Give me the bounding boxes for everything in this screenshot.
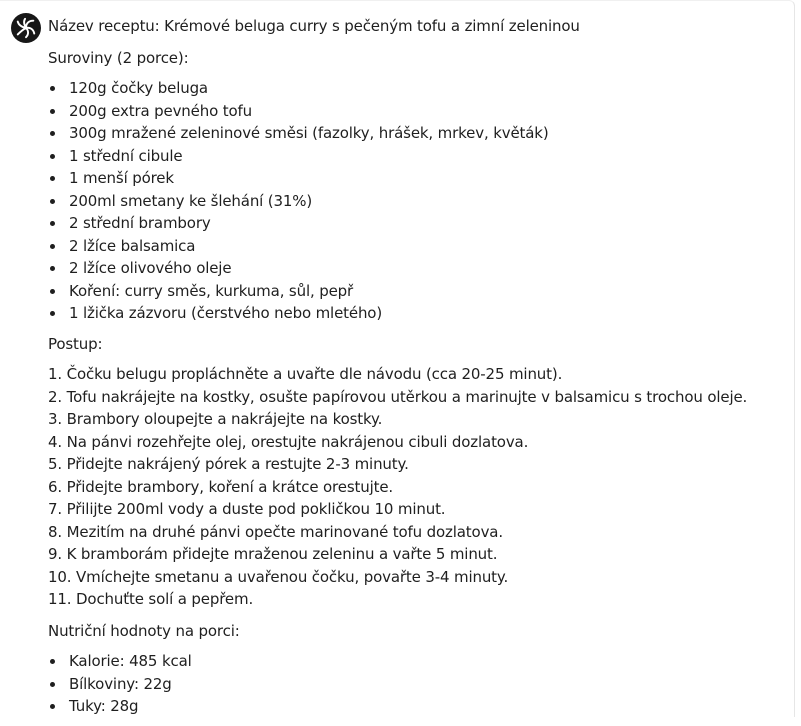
ingredient-item: Koření: curry směs, kurkuma, sůl, pepř <box>48 280 786 303</box>
recipe-title: Název receptu: Krémové beluga curry s pečeným tofu a zimní zeleninou <box>48 17 580 35</box>
ingredient-item: 120g čočky beluga <box>48 77 786 100</box>
ingredient-item: 1 lžička zázvoru (čerstvého nebo mletého) <box>48 302 786 325</box>
step-item: 9. K bramborám přidejte mraženou zeleninu a vařte 5 minut. <box>48 545 498 563</box>
ingredient-item: 2 lžíce olivového oleje <box>48 257 786 280</box>
nutrition-list <box>48 650 786 718</box>
step-item: 10. Vmíchejte smetanu a uvařenou čočku, povařte 3-4 minuty. <box>48 567 509 586</box>
nutrition-item: Bílkoviny: 22g <box>48 673 786 696</box>
message-content <box>48 15 786 726</box>
nutrition-item: Kalorie: 485 kcal <box>48 650 786 673</box>
steps-heading: Postup: <box>48 334 103 353</box>
ingredient-item: 2 střední brambory <box>48 212 786 235</box>
spiral-logo-icon <box>15 17 37 39</box>
step-item: 4. Na pánvi rozehřejte olej, orestujte nakrájenou cibuli dozlatova. <box>48 432 529 451</box>
step-item: 6. Přidejte brambory, koření a krátce orestujte. <box>48 477 394 496</box>
ingredient-item: 2 lžíce balsamica <box>48 235 786 258</box>
assistant-avatar <box>11 13 41 43</box>
step-item: 2. Tofu nakrájejte na kostky, osušte papírovou utěrkou a marinujte v balsamicu s trochou oleje. <box>48 387 748 406</box>
step-item: 5. Přidejte nakrájený pórek a restujte 2-3 minuty. <box>48 455 409 473</box>
ingredient-item: 200ml smetany ke šlehání (31%) <box>48 190 786 213</box>
ingredient-item: 1 střední cibule <box>48 145 786 168</box>
nutrition-heading: Nutriční hodnoty na porci: <box>48 621 240 640</box>
step-item: 8. Mezitím na druhé pánvi opečte marinované tofu dozlatova. <box>48 522 503 541</box>
nutrition-item: Tuky: 28g <box>48 695 786 718</box>
ingredients-list <box>48 77 786 325</box>
ingredient-item: 1 menší pórek <box>48 167 786 190</box>
ingredient-item: 300g mražené zeleninové směsi (fazolky, hrášek, mrkev, květák) <box>48 122 786 145</box>
steps-list <box>48 363 786 611</box>
step-item: 7. Přilijte 200ml vody a duste pod pokličkou 10 minut. <box>48 500 446 518</box>
ingredients-heading: Suroviny (2 porce): <box>48 48 189 67</box>
ingredient-item: 200g extra pevného tofu <box>48 100 786 123</box>
step-item: 1. Čočku belugu propláchněte a uvařte dle návodu (cca 20-25 minut). <box>48 365 563 383</box>
step-item: 11. Dochuťte solí a pepřem. <box>48 590 254 608</box>
step-item: 3. Brambory oloupejte a nakrájejte na kostky. <box>48 410 383 428</box>
